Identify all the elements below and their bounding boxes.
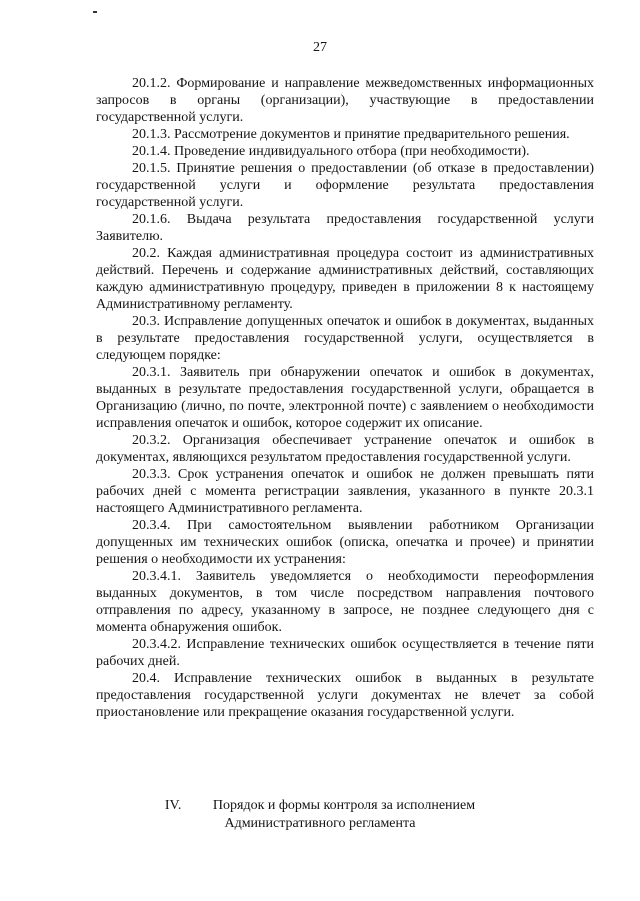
paragraph-20-3-4: 20.3.4. При самостоятельном выявлении работником Организации допущенных им технических ошибок (описка, опечатка и прочее) и принятии решения о необходимости их устранения: bbox=[96, 518, 594, 567]
paragraph-20-1-6: 20.1.6. Выдача результата предоставления государственной услуги Заявителю. bbox=[96, 212, 594, 244]
paragraph-20-1-2: 20.1.2. Формирование и направление межведомственных информационных запросов в органы (организации), участвующие в предоставлении государственной услуги. bbox=[96, 76, 594, 125]
page-number: 27 bbox=[313, 40, 327, 55]
paragraph-20-2: 20.2. Каждая административная процедура состоит из административных действий. Перечень и содержание административных действий, составляющих каждую административную процедуру, приведен в приложении 8 к настоящему Административному регламенту. bbox=[96, 246, 594, 312]
paragraph-20-3: 20.3. Исправление допущенных опечаток и ошибок в документах, выданных в результате предоставления государственной услуги, осуществляется в следующем порядке: bbox=[96, 314, 594, 363]
section-number: IV. bbox=[164, 798, 182, 813]
section-heading bbox=[0, 797, 640, 833]
paragraph-20-3-3: 20.3.3. Срок устранения опечаток и ошибок не должен превышать пяти рабочих дней с момента регистрации заявления, указанного в пункте 20.3.1 настоящего Административного регламента. bbox=[96, 467, 594, 516]
paragraph-20-1-4: 20.1.4. Проведение индивидуального отбора (при необходимости). bbox=[132, 144, 530, 159]
section-title-line1: Порядок и формы контроля за исполнением bbox=[212, 798, 476, 813]
paragraph-20-1-3: 20.1.3. Рассмотрение документов и принятие предварительного решения. bbox=[132, 127, 570, 142]
body-text bbox=[96, 75, 594, 721]
paragraph-20-1-5: 20.1.5. Принятие решения о предоставлении (об отказе в предоставлении) государственной услуги и оформление результата предоставления государственной услуги. bbox=[96, 161, 594, 210]
paragraph-20-4: 20.4. Исправление технических ошибок в выданных в результате предоставления государственной услуги документах не влечет за собой приостановление или прекращение оказания государственной услуги. bbox=[96, 671, 594, 720]
paragraph-20-3-1: 20.3.1. Заявитель при обнаружении опечаток и ошибок в документах, выданных в результате предоставления государственной услуги, обращается в Организацию (лично, по почте, электронной почте) с заявлением о необходимости исправления опечаток и ошибок, которое содержит их описание. bbox=[96, 365, 594, 431]
paragraph-20-3-4-2: 20.3.4.2. Исправление технических ошибок осуществляется в течение пяти рабочих дней. bbox=[96, 637, 594, 669]
scan-artifact bbox=[93, 11, 97, 13]
paragraph-20-3-4-1: 20.3.4.1. Заявитель уведомляется о необходимости переоформления выданных документов, в том числе посредством направления почтового отправления по адресу, указанному в запросе, не позднее следующего дня с момента обнаружения ошибок. bbox=[96, 569, 594, 635]
paragraph-20-3-2: 20.3.2. Организация обеспечивает устранение опечаток и ошибок в документах, являющихся результатом предоставления государственной услуги. bbox=[96, 433, 594, 465]
section-title-line2: Административного регламента bbox=[224, 816, 416, 831]
